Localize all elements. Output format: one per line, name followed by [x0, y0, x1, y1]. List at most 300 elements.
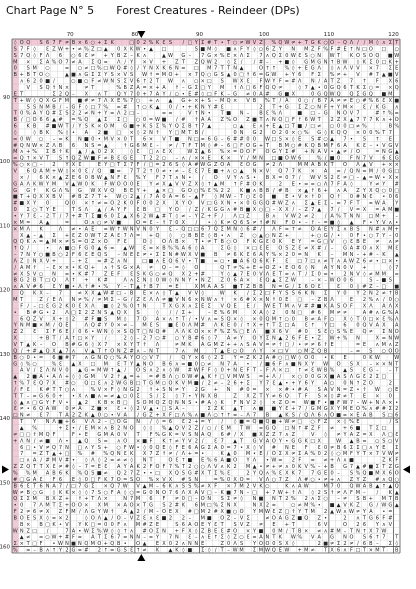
stitch-symbol: Z [292, 515, 296, 521]
stitch-symbol: Ʌ [253, 329, 257, 335]
stitch-symbol: # [194, 374, 198, 380]
stitch-symbol: □ [265, 291, 270, 297]
stitch-symbol: N [388, 361, 392, 367]
stitch-symbol: – [273, 207, 276, 213]
stitch-symbol: – [124, 291, 127, 297]
stitch-symbol: □ [175, 413, 180, 419]
stitch-symbol: 2 [227, 188, 230, 194]
stitch-symbol: S [33, 104, 36, 110]
stitch-symbol: Ɛ [27, 387, 30, 393]
stitch-symbol: X [208, 393, 212, 399]
stitch-symbol: K [46, 175, 50, 181]
stitch-symbol: ◊ [208, 232, 211, 239]
stitch-symbol: × [298, 188, 302, 194]
stitch-symbol: Q [337, 91, 341, 97]
stitch-symbol: Z [350, 387, 354, 393]
stitch-symbol: + [175, 72, 179, 78]
stitch-symbol: O [233, 117, 237, 123]
stitch-symbol: × [136, 503, 140, 509]
stitch-symbol: Σ [195, 303, 198, 309]
stitch-symbol: = [52, 515, 56, 521]
stitch-symbol: T [148, 458, 153, 464]
stitch-symbol: X [162, 541, 166, 547]
stitch-symbol: ◊ [389, 264, 392, 271]
stitch-symbol: = [311, 239, 315, 245]
stitch-symbol: + [175, 528, 179, 534]
stitch-symbol: S [343, 374, 346, 380]
stitch-symbol: ▲ [123, 374, 127, 380]
stitch-symbol: – [33, 548, 36, 554]
stitch-symbol: □ [90, 66, 95, 72]
stitch-symbol: T [194, 143, 199, 149]
stitch-symbol: K [305, 143, 309, 149]
stitch-symbol: 0 [272, 541, 275, 547]
stitch-symbol: ◊ [260, 399, 263, 406]
stitch-symbol: ▲ [104, 46, 108, 52]
stitch-symbol: O [194, 329, 198, 335]
stitch-symbol: ■ [330, 156, 335, 162]
stitch-symbol: ʌ [311, 496, 314, 502]
stitch-symbol: 7 [149, 336, 152, 342]
stitch-symbol: × [194, 355, 198, 361]
stitch-symbol: Q [117, 91, 121, 97]
stitch-symbol: ≠ [278, 85, 282, 91]
stitch-symbol: 0 [253, 271, 256, 277]
stitch-symbol: T [142, 381, 147, 387]
stitch-symbol: □ [187, 226, 192, 232]
stitch-symbol: G [304, 59, 308, 65]
stitch-symbol: ▲ [214, 181, 218, 187]
stitch-symbol: ◊ [124, 315, 127, 322]
stitch-symbol: G [84, 374, 88, 380]
stitch-symbol: N [143, 278, 147, 284]
stitch-symbol: N [110, 175, 114, 181]
stitch-symbol: Y [123, 91, 128, 97]
stitch-symbol: Σ [376, 464, 379, 470]
stitch-symbol: Σ [234, 59, 237, 65]
stitch-symbol: Ɛ [305, 323, 308, 329]
stitch-symbol: 2 [356, 522, 359, 528]
stitch-symbol: O [194, 522, 198, 528]
stitch-symbol: 6 [227, 143, 230, 149]
stitch-symbol: F [201, 194, 204, 200]
stitch-symbol: 7 [292, 175, 295, 181]
stitch-symbol: ▲ [136, 361, 140, 367]
stitch-symbol: T [136, 432, 141, 438]
stitch-symbol: E [259, 451, 262, 457]
stitch-symbol: Σ [156, 124, 159, 130]
stitch-symbol: W [394, 355, 399, 361]
stitch-symbol: Q [110, 188, 114, 194]
stitch-symbol: G [343, 246, 347, 252]
stitch-symbol: # [311, 303, 315, 309]
stitch-symbol: # [162, 336, 166, 342]
stitch-symbol: × [388, 85, 392, 91]
stitch-symbol: Ɛ [33, 329, 36, 335]
stitch-symbol: X [143, 451, 147, 457]
stitch-symbol: N [175, 278, 179, 284]
stitch-symbol: = [91, 368, 95, 374]
stitch-symbol: A [279, 515, 283, 521]
stitch-symbol: E [98, 464, 101, 470]
stitch-symbol: ≠ [123, 323, 127, 329]
stitch-symbol: ↑ [104, 548, 108, 554]
stitch-symbol: ▲ [201, 374, 205, 380]
stitch-symbol: 2 [162, 162, 165, 168]
stitch-symbol: 2 [137, 387, 140, 393]
stitch-symbol: ▲ [46, 220, 50, 226]
stitch-symbol: • [188, 258, 191, 264]
stitch-symbol: A [259, 91, 263, 97]
stitch-symbol: ʌ [182, 156, 185, 162]
stitch-symbol: 2 [27, 278, 30, 284]
stitch-symbol: – [357, 175, 360, 181]
stitch-symbol: Ʌ [330, 297, 334, 303]
stitch-symbol: ▲ [162, 53, 166, 59]
stitch-symbol: = [233, 413, 237, 419]
stitch-symbol: M [136, 522, 140, 528]
stitch-symbol: ↑ [291, 509, 295, 515]
stitch-symbol: ≠ [13, 271, 17, 277]
stitch-symbol: N [356, 156, 360, 162]
stitch-symbol: ◊ [156, 309, 159, 316]
stitch-symbol: – [189, 515, 192, 521]
stitch-symbol: # [33, 310, 37, 316]
stitch-symbol: A [363, 413, 367, 419]
stitch-symbol: 6 [208, 136, 211, 142]
stitch-symbol: 6 [72, 143, 75, 149]
stitch-symbol: 6 [382, 156, 385, 162]
stitch-symbol: ↑ [259, 220, 263, 226]
stitch-symbol: ○ [388, 438, 392, 444]
stitch-symbol: A [123, 503, 127, 509]
stitch-symbol: ◊ [350, 180, 353, 187]
stitch-symbol: ≠ [239, 40, 243, 46]
stitch-symbol: A [46, 470, 50, 476]
stitch-symbol: # [272, 201, 276, 207]
stitch-symbol: T [19, 297, 24, 303]
stitch-symbol: 2 [182, 515, 185, 521]
stitch-symbol: 0 [98, 413, 101, 419]
stitch-symbol: 2 [143, 213, 146, 219]
stitch-symbol: X [39, 291, 43, 297]
stitch-symbol: ≠ [395, 239, 399, 245]
stitch-symbol: F [20, 387, 23, 393]
stitch-symbol: 0 [72, 201, 75, 207]
stitch-symbol: 6 [149, 496, 152, 502]
stitch-symbol: K [39, 226, 43, 232]
stitch-symbol: T [97, 535, 102, 541]
stitch-symbol: ↑ [382, 483, 386, 489]
stitch-symbol: ◊ [292, 65, 295, 72]
stitch-symbol: O [246, 162, 250, 168]
stitch-symbol: X [182, 271, 186, 277]
stitch-symbol: ʌ [376, 310, 379, 316]
stitch-symbol: ▲ [78, 438, 82, 444]
stitch-symbol: T [355, 316, 360, 322]
stitch-symbol: Z [246, 355, 250, 361]
stitch-symbol: N [201, 278, 205, 284]
stitch-symbol: – [376, 541, 379, 547]
stitch-symbol: Ɛ [14, 406, 17, 412]
stitch-symbol: 0 [195, 361, 198, 367]
stitch-symbol: Q [20, 246, 24, 252]
stitch-symbol: M [65, 98, 69, 104]
stitch-symbol: S [149, 393, 152, 399]
stitch-symbol: ʌ [382, 117, 385, 123]
stitch-symbol: W [271, 72, 276, 78]
stitch-symbol: Ʌ [389, 303, 393, 309]
stitch-symbol: N [149, 130, 153, 136]
stitch-symbol: Y [129, 355, 134, 361]
stitch-symbol: + [52, 169, 56, 175]
stitch-symbol: W [349, 258, 354, 264]
stitch-symbol: – [337, 496, 340, 502]
stitch-symbol: W [13, 490, 18, 496]
stitch-symbol: 0 [227, 541, 230, 547]
stitch-symbol: = [33, 393, 37, 399]
stitch-symbol: T [278, 496, 283, 502]
stitch-symbol: ○ [71, 53, 75, 59]
stitch-symbol: Z [20, 464, 24, 470]
stitch-symbol: Y [142, 175, 147, 181]
stitch-symbol: ≠ [207, 361, 211, 367]
stitch-symbol: K [389, 490, 393, 496]
stitch-symbol: 2 [85, 310, 88, 316]
stitch-symbol: ▲ [395, 149, 399, 155]
column-label: 90 [196, 32, 203, 38]
stitch-symbol: ʌ [117, 438, 120, 444]
column-label: 100 [259, 32, 270, 38]
stitch-symbol: 7 [59, 483, 62, 489]
stitch-symbol: 7 [279, 432, 282, 438]
stitch-symbol: O [343, 522, 347, 528]
stitch-symbol: # [181, 117, 185, 123]
stitch-symbol: G [253, 438, 257, 444]
stitch-symbol: 0 [389, 393, 392, 399]
stitch-symbol: □ [78, 336, 83, 342]
stitch-symbol: ↑ [362, 528, 366, 534]
stitch-symbol: ↑ [78, 496, 82, 502]
stitch-symbol: N [272, 220, 276, 226]
stitch-symbol: 2 [20, 509, 23, 515]
grid-lines [12, 39, 400, 553]
stitch-symbol: / [92, 169, 94, 175]
stitch-symbol: W [77, 181, 82, 187]
stitch-symbol: = [13, 156, 17, 162]
stitch-symbol: Z [337, 79, 341, 85]
stitch-symbol: × [117, 342, 121, 348]
stitch-symbol: 6 [72, 419, 75, 425]
stitch-symbol: W [129, 246, 134, 252]
stitch-symbol: 0 [259, 316, 262, 322]
stitch-symbol: Q [304, 515, 308, 521]
stitch-symbol: Σ [221, 355, 224, 361]
stitch-symbol: ◊ [143, 444, 146, 451]
stitch-symbol: 7 [20, 53, 23, 59]
stitch-symbol: F [318, 426, 321, 432]
page-title: Chart Page N° 5 [6, 4, 94, 17]
stitch-symbol: 6 [20, 445, 23, 451]
stitch-symbol: V [382, 143, 386, 149]
stitch-symbol: 6 [169, 66, 172, 72]
stitch-symbol: # [155, 374, 159, 380]
stitch-symbol: B [259, 111, 263, 117]
stitch-symbol: ≠ [395, 451, 399, 457]
stitch-symbol: F [117, 522, 120, 528]
stitch-symbol: 6 [292, 336, 295, 342]
stitch-symbol: X [162, 413, 166, 419]
stitch-symbol: A [39, 169, 43, 175]
stitch-symbol: ↑ [220, 413, 224, 419]
stitch-symbol: ◊ [33, 45, 36, 52]
stitch-symbol: ≠ [278, 464, 282, 470]
stitch-symbol: G [39, 393, 43, 399]
stitch-symbol: 2 [65, 548, 68, 554]
stitch-symbol: X [162, 201, 166, 207]
stitch-symbol: Ɛ [149, 323, 152, 329]
stitch-symbol: G [298, 438, 302, 444]
stitch-symbol: Z [363, 477, 367, 483]
stitch-symbol: B [317, 162, 321, 168]
stitch-symbol: O [117, 419, 121, 425]
stitch-symbol: 2 [311, 213, 314, 219]
stitch-symbol: Q [278, 40, 282, 46]
stitch-symbol: Ʌ [382, 400, 386, 406]
stitch-symbol: W [220, 291, 225, 297]
stitch-symbol: V [330, 387, 334, 393]
stitch-symbol: 6 [169, 162, 172, 168]
stitch-symbol: S [124, 329, 127, 335]
stitch-symbol: 2 [188, 271, 191, 277]
stitch-symbol: • [14, 310, 17, 316]
stitch-symbol: = [168, 111, 172, 117]
stitch-symbol: + [227, 342, 231, 348]
stitch-symbol: Z [356, 432, 360, 438]
stitch-symbol: ○ [194, 79, 198, 85]
stitch-symbol: / [79, 426, 81, 432]
stitch-symbol: G [149, 503, 153, 509]
stitch-symbol: B [369, 413, 373, 419]
stitch-symbol: V [136, 226, 140, 232]
stitch-symbol: # [362, 98, 366, 104]
stitch-symbol: O [246, 149, 250, 155]
stitch-symbol: F [247, 239, 250, 245]
stitch-symbol: ʌ [91, 220, 94, 226]
stitch-symbol: = [382, 336, 386, 342]
stitch-symbol: Y [278, 406, 283, 412]
stitch-symbol: S [389, 278, 392, 284]
stitch-symbol: + [324, 188, 328, 194]
stitch-symbol: T [116, 162, 121, 168]
stitch-symbol: K [33, 291, 37, 297]
stitch-symbol: – [331, 201, 334, 207]
stitch-symbol: × [33, 156, 37, 162]
stitch-symbol: X [156, 66, 160, 72]
stitch-symbol: 2 [46, 213, 49, 219]
stitch-symbol: ▲ [194, 194, 198, 200]
stitch-symbol: A [65, 413, 69, 419]
stitch-symbol: F [311, 72, 314, 78]
stitch-symbol: + [311, 233, 315, 239]
stitch-symbol: × [155, 246, 159, 252]
stitch-symbol: + [343, 426, 347, 432]
stitch-symbol: F [240, 46, 243, 52]
stitch-symbol: M [52, 458, 56, 464]
stitch-symbol: / [60, 336, 62, 342]
stitch-symbol: V [182, 381, 186, 387]
stitch-symbol: ○ [298, 374, 302, 380]
stitch-symbol: V [246, 400, 250, 406]
stitch-symbol: X [111, 98, 115, 104]
stitch-symbol: % [310, 464, 315, 470]
stitch-symbol: ○ [142, 104, 146, 110]
stitch-symbol: F [53, 400, 56, 406]
stitch-symbol: 6 [395, 79, 398, 85]
stitch-symbol: ■ [278, 156, 283, 162]
stitch-symbol: Σ [59, 111, 62, 117]
stitch-symbol: O [369, 46, 373, 52]
stitch-symbol: 0 [337, 483, 340, 489]
stitch-symbol: T [103, 91, 108, 97]
stitch-symbol: = [117, 169, 121, 175]
stitch-symbol: ▲ [169, 426, 173, 432]
stitch-symbol: Q [156, 445, 160, 451]
stitch-symbol: F [59, 98, 62, 104]
stitch-symbol: W [330, 91, 335, 97]
stitch-symbol: ○ [278, 355, 282, 361]
stitch-symbol: S [350, 368, 353, 374]
stitch-symbol: • [124, 541, 127, 547]
stitch-symbol: V [356, 66, 360, 72]
stitch-symbol: M [317, 406, 321, 412]
stitch-symbol: Z [246, 284, 250, 290]
stitch-symbol: 0 [343, 124, 346, 130]
stitch-symbol: 0 [98, 149, 101, 155]
stitch-symbol: • [285, 381, 288, 387]
stitch-symbol: 7 [91, 194, 94, 200]
stitch-symbol: V [136, 483, 140, 489]
stitch-symbol: ■ [330, 374, 335, 380]
stitch-symbol: ▲ [143, 541, 147, 547]
stitch-symbol: 0 [149, 490, 152, 496]
stitch-symbol: E [85, 432, 88, 438]
stitch-symbol: % [356, 470, 361, 476]
stitch-symbol: / [111, 515, 113, 521]
stitch-symbol: T [194, 239, 199, 245]
stitch-symbol: G [324, 111, 328, 117]
stitch-symbol: ▲ [233, 438, 237, 444]
stitch-symbol: 7 [350, 79, 353, 85]
stitch-symbol: Z [52, 46, 56, 52]
stitch-symbol: B [117, 53, 121, 59]
stitch-symbol: ▲ [169, 548, 173, 554]
stitch-symbol: ▲ [156, 188, 160, 194]
stitch-symbol: X [175, 509, 179, 515]
stitch-symbol: Ʌ [65, 310, 69, 316]
stitch-symbol: – [156, 483, 159, 489]
stitch-symbol: × [65, 265, 69, 271]
stitch-symbol: Z [123, 348, 127, 354]
stitch-symbol: Q [259, 470, 263, 476]
stitch-symbol: ↑ [356, 381, 360, 387]
stitch-symbol: ↑ [52, 85, 56, 91]
stitch-symbol: = [304, 181, 308, 187]
stitch-symbol: × [52, 175, 56, 181]
stitch-symbol: Z [136, 515, 140, 521]
stitch-symbol: ■ [291, 361, 296, 367]
stitch-symbol: N [272, 284, 276, 290]
